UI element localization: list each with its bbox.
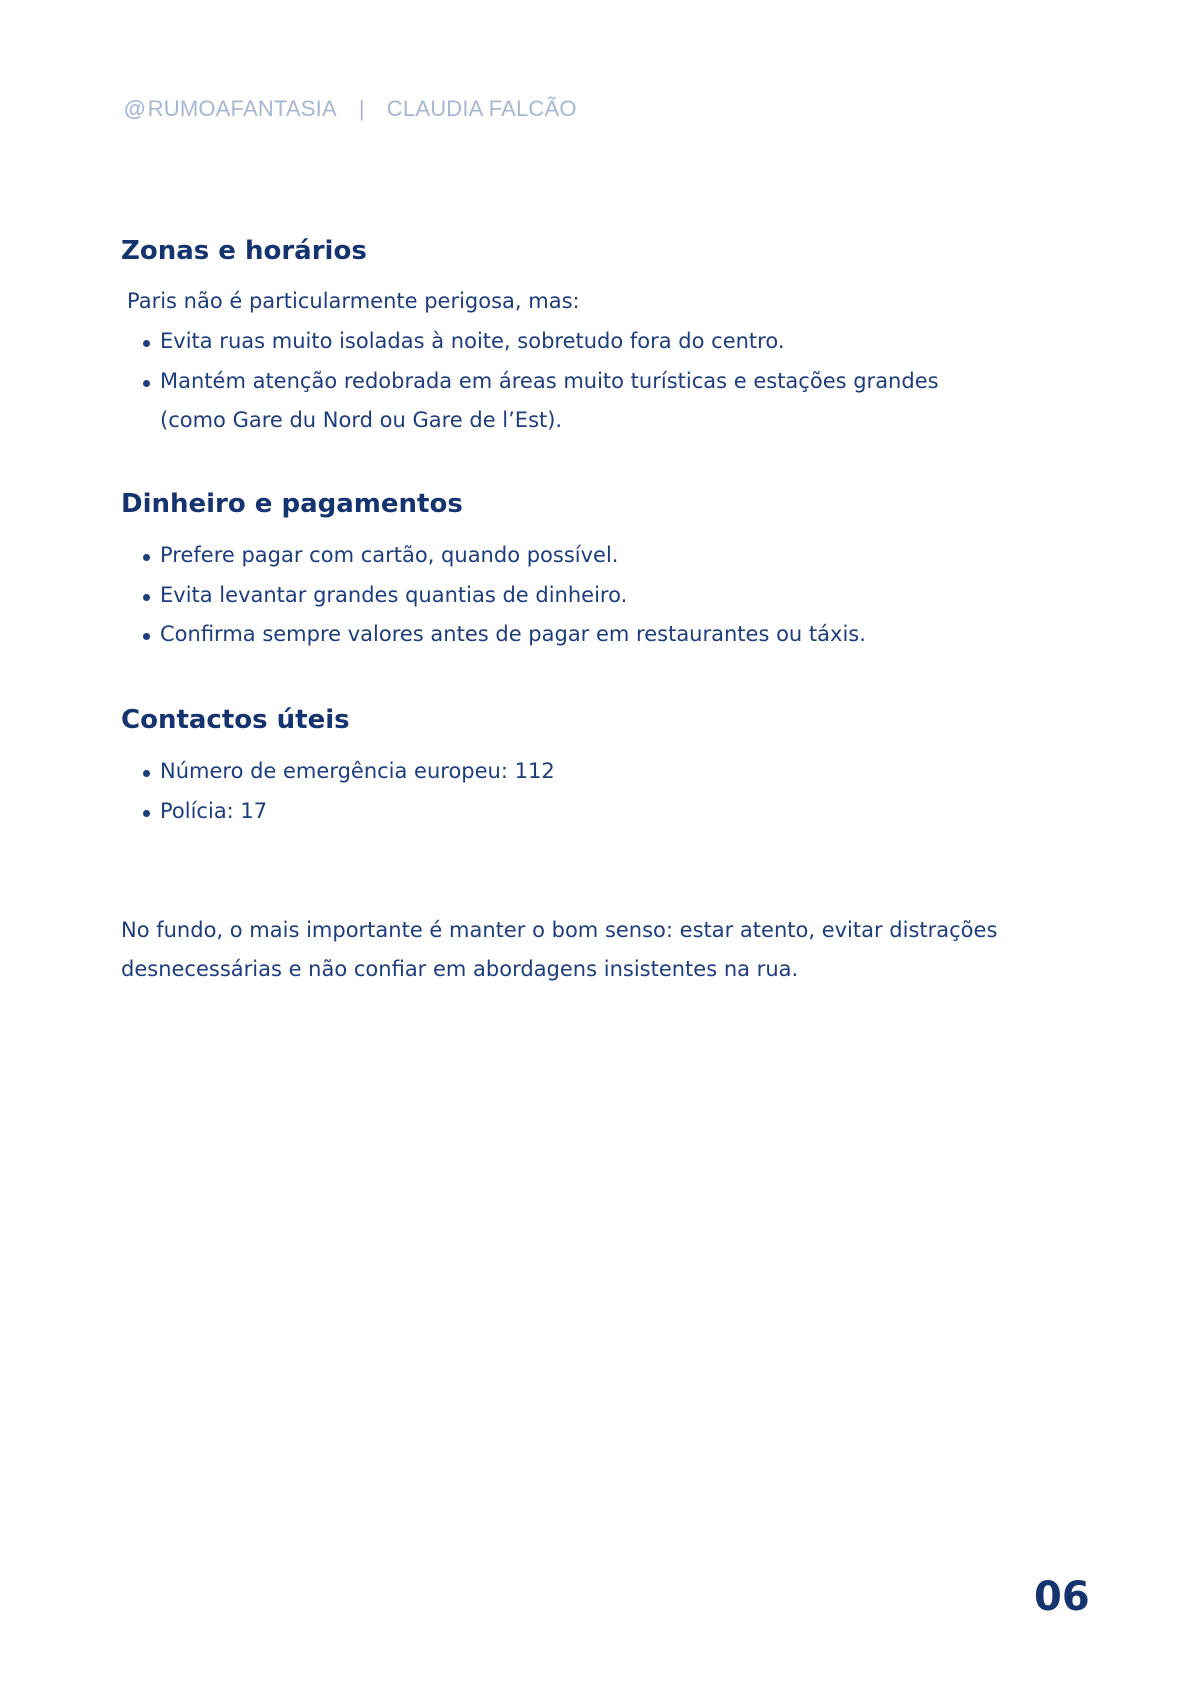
page-number: 06 [1034,1574,1090,1620]
section-title-dinheiro: Dinheiro e pagamentos [121,489,463,519]
section-intro: Paris não é particularmente perigosa, mas: [127,289,580,313]
header-author: CLAUDIA FALCÃO [386,96,577,121]
header-separator: | [358,96,365,121]
list-item: Polícia: 17 [160,799,268,823]
list-item-continuation: (como Gare du Nord ou Gare de l’Est). [160,408,563,432]
bullet-icon [143,633,150,640]
bullet-icon [143,380,150,387]
bullet-icon [143,770,150,777]
section-title-zonas: Zonas e horários [121,236,367,266]
at-icon: @ [124,96,146,121]
list-item: Mantém atenção redobrada em áreas muito turísticas e estações grandes [160,369,939,393]
bullet-icon [143,594,150,601]
conclusion-line: No fundo, o mais importante é manter o bom senso: estar atento, evitar distrações [121,918,998,942]
bullet-icon [143,340,150,347]
list-item: Evita levantar grandes quantias de dinheiro. [160,583,628,607]
list-item: Confirma sempre valores antes de pagar em restaurantes ou táxis. [160,622,866,646]
conclusion-line: desnecessárias e não confiar em abordagens insistentes na rua. [121,957,799,981]
page-header [124,96,577,122]
bullet-icon [143,810,150,817]
list-item: Prefere pagar com cartão, quando possível. [160,543,619,567]
section-title-contactos: Contactos úteis [121,705,350,735]
list-item: Evita ruas muito isoladas à noite, sobretudo fora do centro. [160,329,785,353]
header-handle: RUMOAFANTASIA [147,96,337,121]
bullet-icon [143,554,150,561]
list-item: Número de emergência europeu: 112 [160,759,555,783]
